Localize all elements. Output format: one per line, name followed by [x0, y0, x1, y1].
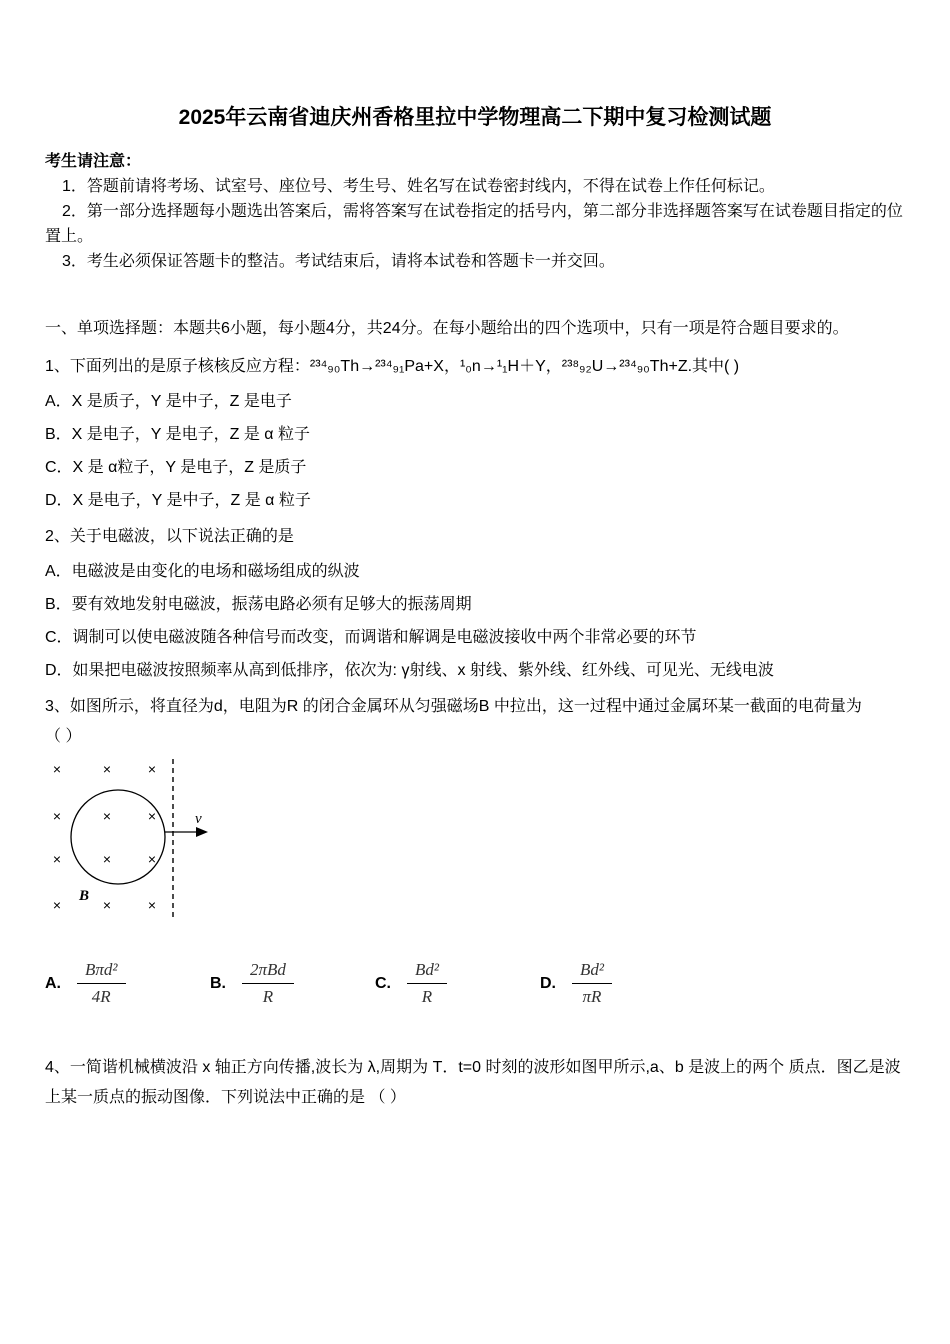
field-cross-icon: ×	[147, 897, 157, 914]
fraction-numerator: Bπd²	[77, 960, 126, 984]
q2-option-b: B．要有效地发射电磁波，振荡电路必须有足够大的振荡周期	[45, 596, 472, 614]
fraction	[572, 960, 612, 1007]
q3-stem: 3、如图所示，将直径为d，电阻为R 的闭合金属环从匀强磁场B 中拉出，这一过程中通过金属环某一截面的电荷量为	[45, 698, 862, 716]
q1-option-c: C．X 是 α粒子，Y 是电子，Z 是质子	[45, 459, 307, 477]
exam-title: 2025年云南省迪庆州香格里拉中学物理高二下期中复习检测试题	[178, 106, 772, 129]
metal-ring	[71, 790, 165, 884]
option-label: C.	[375, 974, 391, 992]
q1-option-b: B．X 是电子，Y 是电子，Z 是 α 粒子	[45, 426, 310, 444]
magnetic-field-diagram	[45, 755, 275, 927]
option-label: A.	[45, 974, 61, 992]
fraction-denominator: πR	[582, 987, 602, 1007]
fraction-numerator: Bd²	[407, 960, 447, 984]
velocity-arrowhead-icon	[196, 827, 208, 837]
notice-header: 考生请注意：	[45, 153, 142, 171]
notice-item-1: 1．答题前请将考场、试室号、座位号、考生号、姓名写在试卷密封线内，不得在试卷上作任何标记。	[62, 178, 775, 196]
q2-option-a: A．电磁波是由变化的电场和磁场组成的纵波	[45, 563, 360, 581]
q1-option-d: D．X 是电子，Y 是中子，Z 是 α 粒子	[45, 492, 311, 510]
q3-option-a	[45, 960, 210, 1007]
q1-stem: 1、下面列出的是原子核核反应方程：²³⁴₉₀Th→²³⁴₉₁Pa+X，¹₀n→¹₁H＋Y，²³⁸₉₂U→²³⁴₉₀Th+Z.其中( )	[45, 358, 740, 376]
field-cross-icon: ×	[102, 808, 112, 825]
field-cross-icon: ×	[52, 761, 62, 778]
option-label: D.	[540, 974, 556, 992]
q3-answer-parens: （ ）	[45, 728, 82, 746]
field-cross-icon: ×	[147, 761, 157, 778]
q2-stem: 2、关于电磁波，以下说法正确的是	[45, 528, 294, 546]
field-cross-icon: ×	[147, 808, 157, 825]
q2-option-d: D．如果把电磁波按照频率从高到低排序，依次为: γ射线、x 射线、紫外线、红外线、可见光、无线电波	[45, 662, 774, 680]
field-cross-icon: ×	[52, 897, 62, 914]
q3-option-c	[375, 960, 540, 1007]
question-4	[45, 1053, 905, 1113]
velocity-label: v	[195, 811, 202, 828]
q4-stem: 4、一简谐机械横波沿 x 轴正方向传播,波长为 λ,周期为 T．t=0 时刻的波形如图甲所示,a、b 是波上的两个 质点．图乙是波上某一质点的振动图像．下列说法中正确的是 （ ）	[45, 1059, 901, 1107]
fraction-denominator: R	[262, 987, 274, 1007]
notice-item-2: 2．第一部分选择题每小题选出答案后，需将答案写在试卷指定的括号内，第二部分非选择题答案写在试卷题目指定的位置上。	[45, 203, 903, 246]
q3-option-d	[540, 960, 705, 1007]
q3-options-row	[45, 960, 905, 1007]
q3-figure	[45, 755, 905, 932]
fraction-numerator: Bd²	[572, 960, 612, 984]
notice-item-3: 3．考生必须保证答题卡的整洁。考试结束后，请将本试卷和答题卡一并交回。	[62, 253, 615, 271]
field-cross-icon: ×	[147, 851, 157, 868]
notice-section	[45, 149, 905, 274]
question-2	[45, 525, 905, 681]
question-1	[45, 355, 905, 511]
fraction	[77, 960, 126, 1007]
q2-option-c: C．调制可以使电磁波随各种信号而改变，而调谐和解调是电磁波接收中两个非常必要的环节	[45, 629, 697, 647]
fraction-denominator: 4R	[91, 987, 111, 1007]
fraction-numerator: 2πBd	[242, 960, 294, 984]
option-label: B.	[210, 974, 226, 992]
field-strength-label: B	[79, 888, 90, 905]
fraction	[242, 960, 294, 1007]
fraction	[407, 960, 447, 1007]
section1-header: 一、单项选择题：本题共6小题，每小题4分，共24分。在每小题给出的四个选项中，只有一项是符合题目要求的。	[45, 320, 849, 338]
field-cross-icon: ×	[52, 808, 62, 825]
question-3	[45, 695, 905, 1007]
q3-option-b	[210, 960, 375, 1007]
q1-option-a: A．X 是质子，Y 是中子，Z 是电子	[45, 393, 292, 411]
field-cross-icon: ×	[102, 761, 112, 778]
field-cross-icon: ×	[102, 851, 112, 868]
fraction-denominator: R	[421, 987, 433, 1007]
field-cross-icon: ×	[102, 897, 112, 914]
field-cross-icon: ×	[52, 851, 62, 868]
